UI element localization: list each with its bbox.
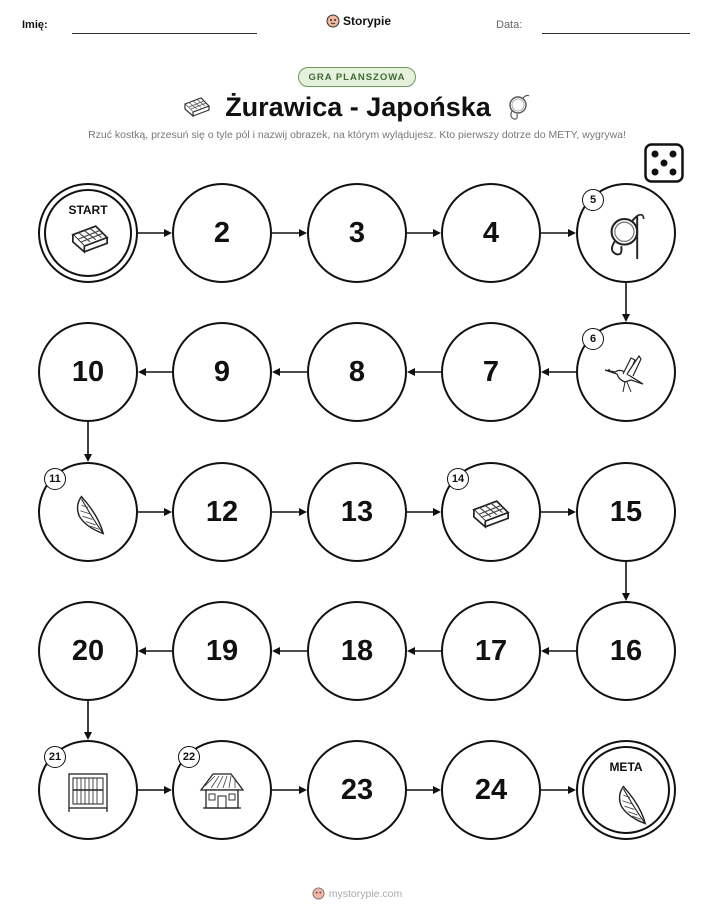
cell-number: 19 [205, 634, 239, 667]
start-label: START [68, 203, 108, 217]
footer-site: mystorypie.com [328, 887, 403, 900]
page-title: Żurawica - Japońska [225, 91, 491, 122]
board-cell-11 [38, 462, 138, 562]
crane-bird-icon [601, 354, 651, 399]
board-cell-5 [576, 183, 676, 283]
board-cell-13 [307, 462, 407, 562]
cell-number: 13 [340, 495, 374, 528]
path-arrow-head [84, 454, 92, 462]
path-arrow-head [433, 508, 441, 516]
board-cell-6 [576, 322, 676, 422]
board-cell-14 [441, 462, 541, 562]
path-arrow-head [541, 368, 549, 376]
path-arrow-head [272, 368, 280, 376]
thatched-hut-icon [197, 770, 247, 819]
board-cell-15 [576, 462, 676, 562]
board-cell-8 [307, 322, 407, 422]
path-arrow-head [84, 732, 92, 740]
path-arrow-head [299, 786, 307, 794]
brand-name: Storypie [343, 14, 392, 28]
board-cell-1 [38, 183, 138, 283]
cell-number-badge: 14 [447, 468, 469, 490]
cell-number-badge: 5 [582, 189, 604, 211]
cell-number-badge: 11 [44, 468, 66, 490]
path-arrow-head [138, 368, 146, 376]
path-arrow-head [164, 786, 172, 794]
board-cell-25 [576, 740, 676, 840]
cell-number-badge: 21 [44, 746, 66, 768]
path-arrow-head [299, 508, 307, 516]
cell-number: 15 [609, 495, 643, 528]
name-label: Imię: [22, 19, 48, 31]
cell-number: 10 [71, 355, 105, 388]
board-cell-22 [172, 740, 272, 840]
cell-number: 17 [474, 634, 508, 667]
loom-icon [65, 770, 111, 819]
path-arrow-head [541, 647, 549, 655]
board-cell-20 [38, 601, 138, 701]
path-arrow-head [622, 593, 630, 601]
path-arrow-head [164, 508, 172, 516]
quilt-icon [471, 498, 511, 535]
cell-number: 4 [482, 216, 500, 249]
cell-number: 9 [213, 355, 231, 388]
cell-number: 3 [348, 216, 366, 249]
feather-icon [66, 490, 110, 543]
board-cell-4 [441, 183, 541, 283]
board-cell-23 [307, 740, 407, 840]
board-cell-2 [172, 183, 272, 283]
cell-number-badge: 22 [178, 746, 200, 768]
board-cell-7 [441, 322, 541, 422]
path-arrow-head [568, 229, 576, 237]
path-arrow-head [407, 647, 415, 655]
quilt-icon [70, 223, 110, 260]
path-arrow-head [407, 368, 415, 376]
board-cell-19 [172, 601, 272, 701]
path-arrow-head [299, 229, 307, 237]
cell-number: 8 [348, 355, 366, 388]
cell-number: 12 [205, 495, 239, 528]
board-cell-18 [307, 601, 407, 701]
board-cell-3 [307, 183, 407, 283]
footer [0, 887, 714, 900]
board-cell-17 [441, 601, 541, 701]
cell-number: 18 [340, 634, 374, 667]
cell-number: 7 [482, 355, 500, 388]
cell-number: 16 [609, 634, 643, 667]
cell-number: 2 [213, 216, 231, 249]
board-cell-16 [576, 601, 676, 701]
board-cell-10 [38, 322, 138, 422]
cell-number: 24 [474, 773, 508, 806]
board-cell-9 [172, 322, 272, 422]
path-arrow-head [568, 786, 576, 794]
path-arrow-head [433, 786, 441, 794]
lasso-icon [604, 211, 648, 264]
storypie-mascot-icon [312, 887, 325, 900]
board-cell-21 [38, 740, 138, 840]
date-label: Data: [496, 19, 523, 31]
path-arrow-head [164, 229, 172, 237]
path-arrow-head [272, 647, 280, 655]
game-type-badge: GRA PLANSZOWA [298, 67, 416, 87]
cell-number: 23 [340, 773, 374, 806]
path-arrow-head [622, 314, 630, 322]
path-arrow-head [433, 229, 441, 237]
board-cell-24 [441, 740, 541, 840]
path-arrow-head [138, 647, 146, 655]
cell-number: 20 [71, 634, 105, 667]
finish-label: META [609, 760, 643, 774]
path-arrow-head [568, 508, 576, 516]
feather-icon [608, 780, 652, 833]
board-cell-12 [172, 462, 272, 562]
cell-number-badge: 6 [582, 328, 604, 350]
instructions: Rzuć kostką, przesuń się o tyle pól i nazwij obrazek, na którym wylądujesz. Kto pierwszy dotrze do METY, wygrywa! [88, 129, 626, 141]
